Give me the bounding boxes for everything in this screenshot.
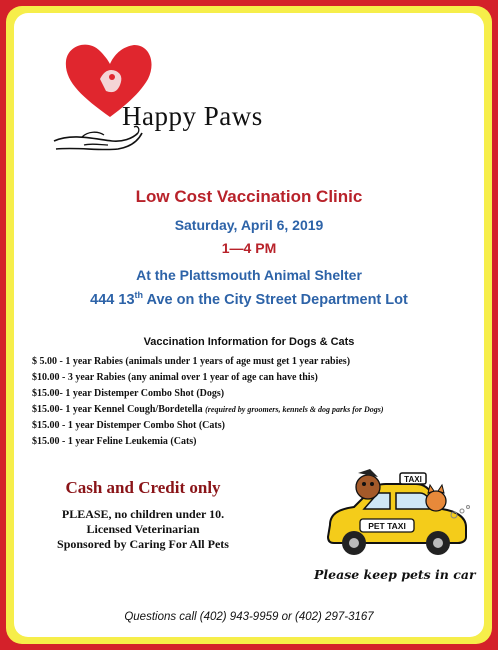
price-item: $10.00 - 3 year Rabies (any animal over 1 year of age can have this) xyxy=(32,372,318,383)
address-ordinal: th xyxy=(134,290,144,300)
vaccination-heading: Vaccination Information for Dogs & Cats xyxy=(143,336,355,348)
event-address xyxy=(14,290,484,308)
price-item: $15.00 - 1 year Distemper Combo Shot (Cats) xyxy=(32,420,225,431)
address-street: Ave on the City Street Department Lot xyxy=(143,291,408,308)
vet-notice: Licensed Veterinarian xyxy=(86,522,200,536)
contact-info: Questions call (402) 943-9959 or (402) 297-3167 xyxy=(124,611,374,623)
address-number: 444 13 xyxy=(90,291,135,308)
sponsor-notice: Sponsored by Caring For All Pets xyxy=(57,537,229,551)
heart-hands-logo-icon xyxy=(42,33,192,163)
event-title: Low Cost Vaccination Clinic xyxy=(135,187,363,206)
taxi-sign-text: TAXI xyxy=(404,475,422,484)
children-notice: PLEASE, no children under 10. xyxy=(61,507,225,521)
brand-name: Happy Paws xyxy=(122,101,263,131)
event-details xyxy=(14,507,272,552)
event-time: 1—4 PM xyxy=(221,240,277,256)
pet-taxi-icon xyxy=(320,465,472,565)
event-location: At the Plattsmouth Animal Shelter xyxy=(136,267,362,283)
price-item: $15.00 - 1 year Feline Leukemia (Cats) xyxy=(32,436,197,447)
price-item: $15.00- 1 year Distemper Combo Shot (Dogs) xyxy=(32,388,225,399)
price-list xyxy=(32,354,384,450)
price-item: $ 5.00 - 1 year Rabies (animals under 1 years of age must get 1 year rabies) xyxy=(32,356,351,367)
price-note: (required by groomers, kennels & dog parks for Dogs) xyxy=(205,405,384,414)
event-date: Saturday, April 6, 2019 xyxy=(174,217,324,233)
taxi-door-label: PET TAXI xyxy=(368,521,406,531)
flyer xyxy=(14,13,484,637)
payment-headline: Cash and Credit only xyxy=(65,478,221,497)
price-item: $15.00- 1 year Kennel Cough/Bordetella (required by groomers, kennels & dog parks for Dogs) xyxy=(32,404,384,415)
taxi-caption: Please keep pets in car xyxy=(314,567,476,582)
